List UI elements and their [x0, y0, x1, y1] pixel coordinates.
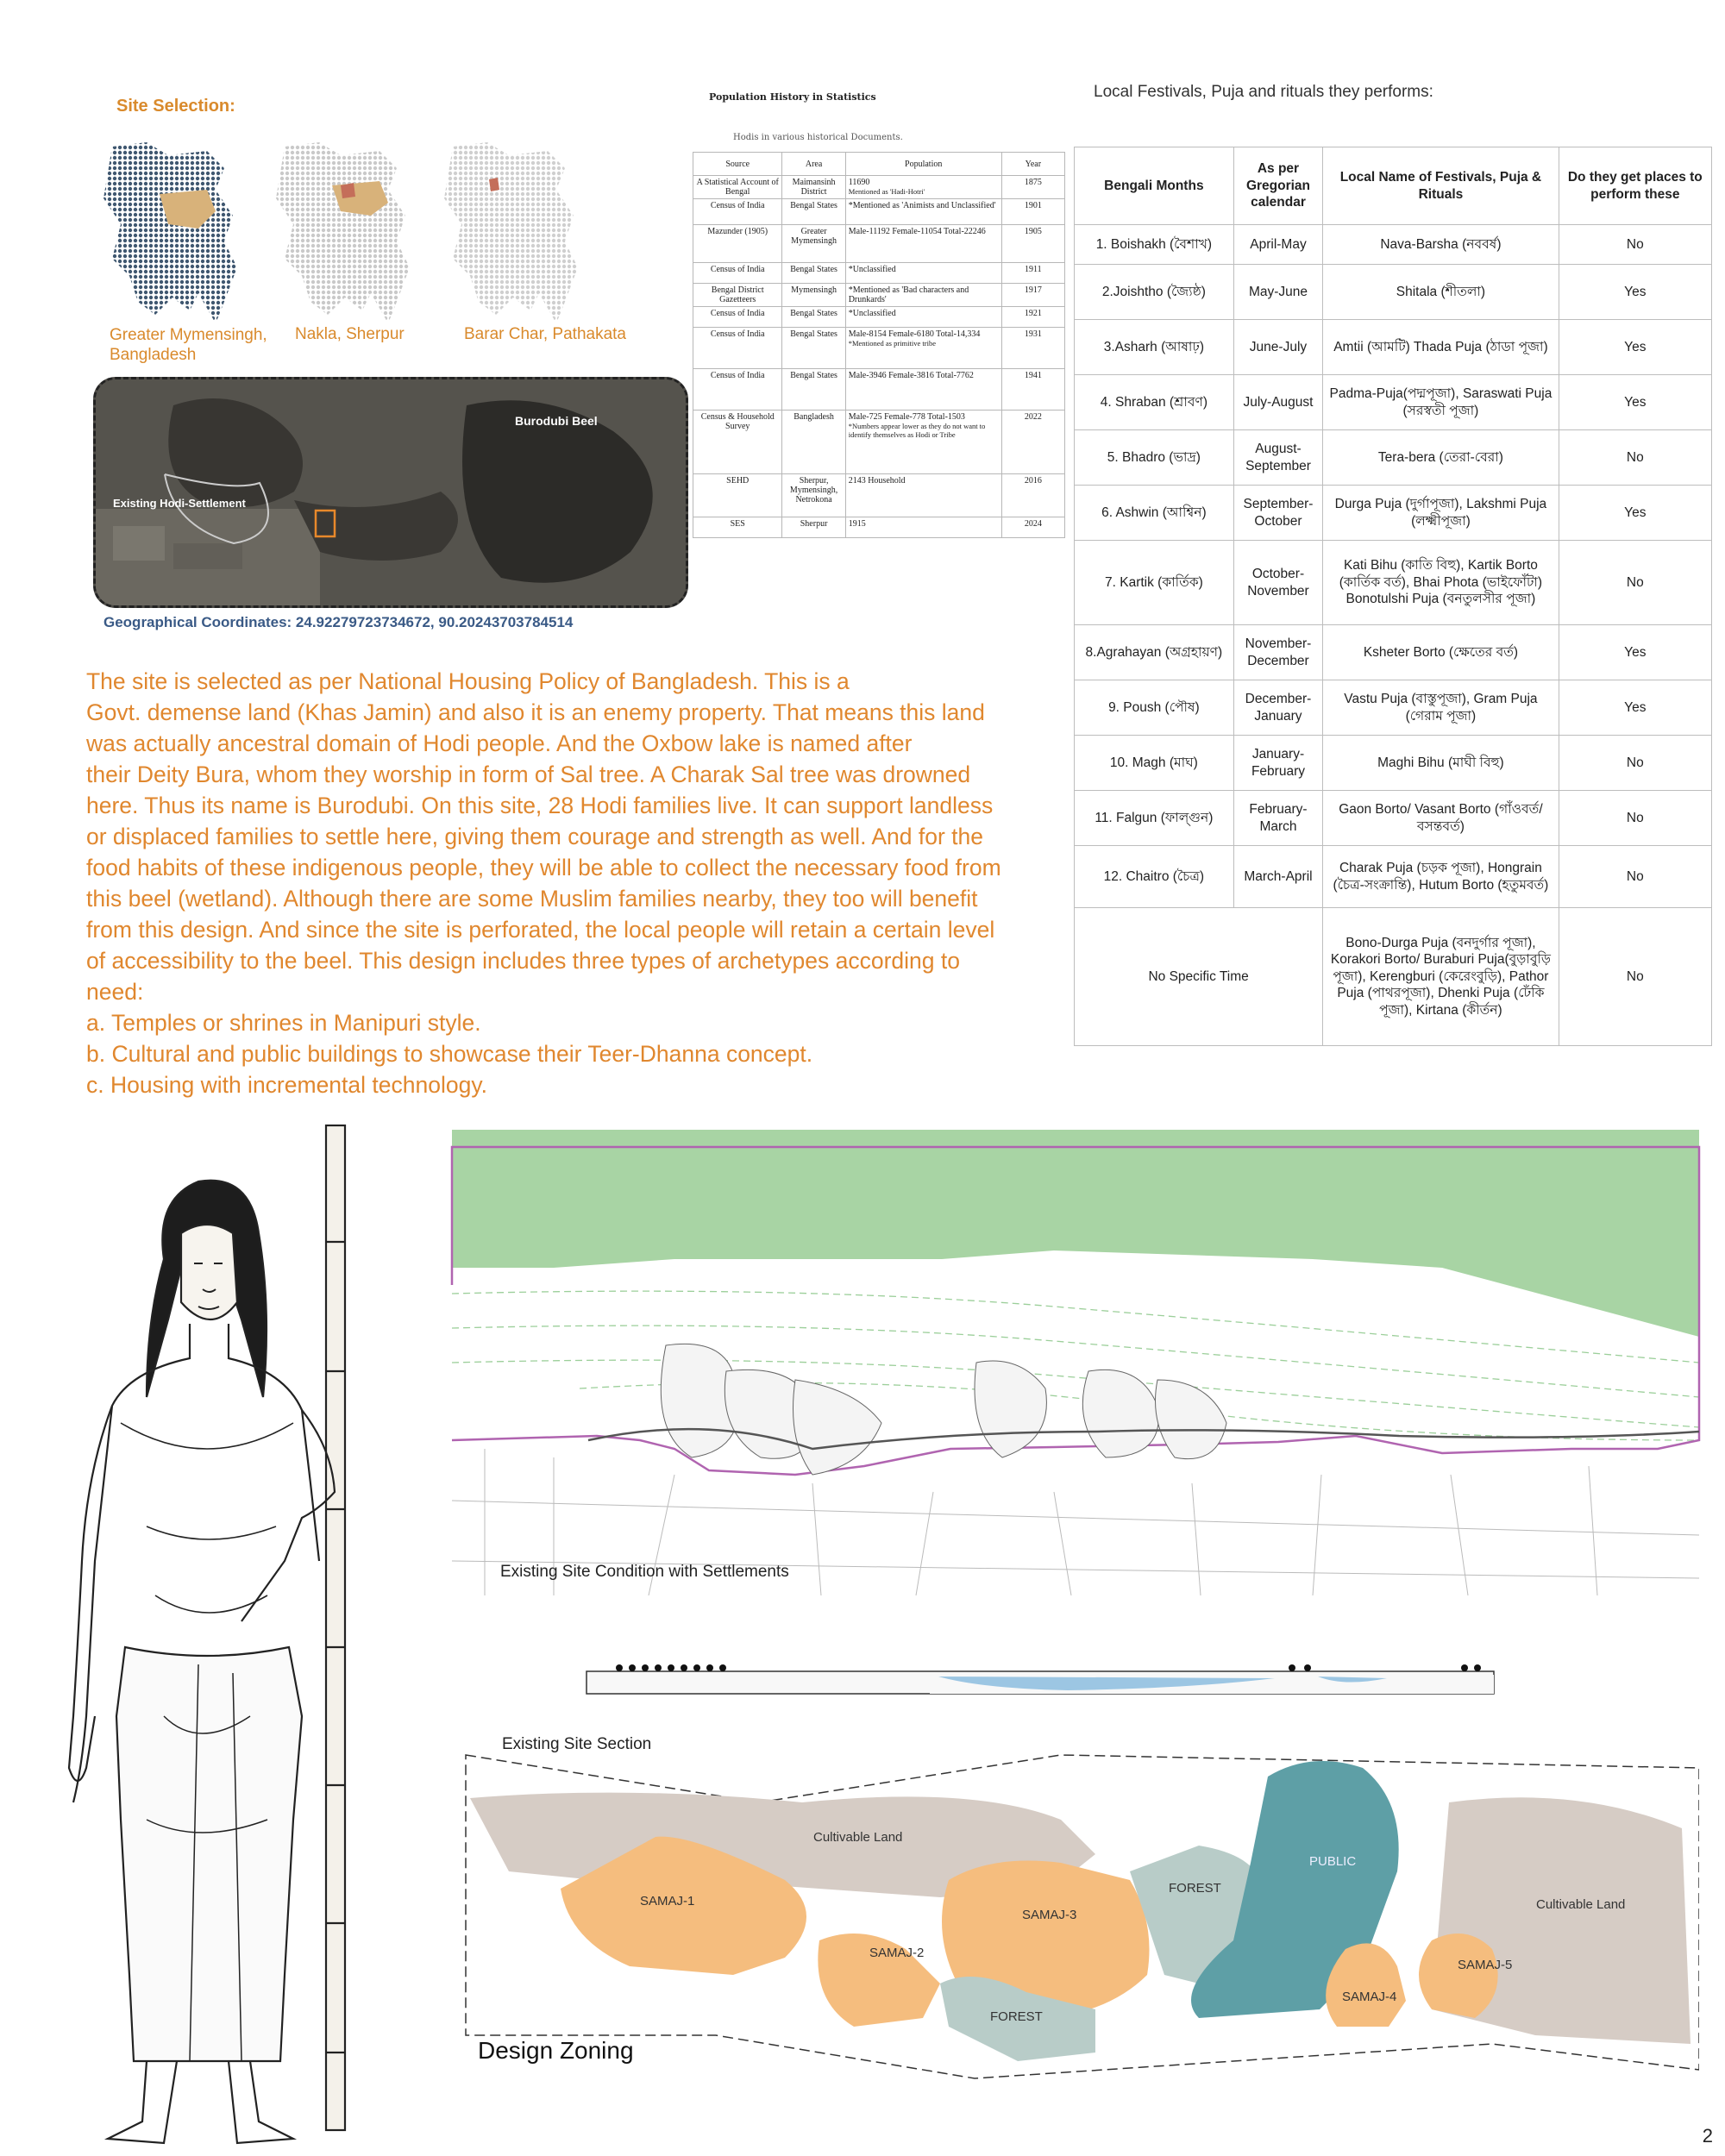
fest-cell-places: Yes [1559, 320, 1711, 375]
festival-row [1075, 375, 1712, 430]
fest-cell-places: Yes [1559, 680, 1711, 736]
fest-cell-greg: June-July [1233, 320, 1322, 375]
site-selection-title: Site Selection: [116, 97, 235, 116]
festival-row [1075, 225, 1712, 265]
festival-row [1075, 265, 1712, 320]
geo-coordinates: Geographical Coordinates: 24.92279723734672, 90.20243703784514 [104, 614, 574, 630]
population-row [693, 263, 1065, 284]
fest-cell-name: Ksheter Borto (ক্ষেতের বর্ত) [1323, 625, 1559, 680]
pop-cell-source-text: A Statistical Account of Bengal [696, 178, 779, 197]
population-header-row [693, 153, 1065, 176]
pop-cell-population [845, 284, 1001, 307]
fest-cell-month: 6. Ashwin (আশ্বিন) [1075, 486, 1234, 541]
pop-cell-source-text: Bengal District Gazetteers [711, 285, 764, 304]
fest-cell-greg: November-December [1233, 625, 1322, 680]
pop-cell-source-text: Census of India [710, 371, 765, 380]
pop-cell-area-text: Greater Mymensingh [791, 227, 837, 246]
zone-label-samaj-5: SAMAJ-5 [1458, 1958, 1513, 1972]
pop-cell-area [782, 263, 845, 284]
pop-cell-area [782, 199, 845, 225]
site-plan-caption: Existing Site Condition with Settlements [500, 1563, 789, 1581]
population-row [693, 474, 1065, 517]
fest-cell-month: 1. Boishakh (বৈশাখ) [1075, 225, 1234, 265]
pop-cell-area [782, 225, 845, 263]
pop-cell-population [845, 369, 1001, 411]
fest-cell-month: 7. Kartik (কার্তিক) [1075, 541, 1234, 625]
zone-samaj-5 [1419, 1934, 1498, 2018]
festival-row [1075, 680, 1712, 736]
fest-cell-places: Yes [1559, 625, 1711, 680]
fest-cell-places: No [1559, 430, 1711, 486]
fest-cell-places: Yes [1559, 265, 1711, 320]
festival-row [1075, 486, 1712, 541]
map-caption-1 [110, 325, 267, 365]
fest-cell-month: 8.Agrahayan (অগ্রহায়ণ) [1075, 625, 1234, 680]
pop-cell-year-text: 1921 [1024, 309, 1042, 318]
fest-header-places: Do they get places to perform these [1559, 147, 1711, 225]
zone-label-samaj-4: SAMAJ-4 [1342, 1990, 1397, 2004]
pop-cell-note: *Mentioned as primitive tribe [848, 339, 936, 348]
population-row [693, 176, 1065, 199]
pop-header-population: Population [845, 153, 1001, 176]
pop-cell-year-text: 2022 [1024, 412, 1042, 422]
population-table [693, 152, 1065, 538]
zone-label-cultivable-left: Cultivable Land [813, 1830, 903, 1845]
fest-cell-greg: September-October [1233, 486, 1322, 541]
fest-cell-month: 9. Poush (পৌষ) [1075, 680, 1234, 736]
pop-cell-population-text: *Mentioned as 'Bad characters and Drunkards' [848, 285, 969, 304]
pop-cell-population-text: Male-3946 Female-3816 Total-7762 [848, 371, 974, 380]
pop-cell-source-text: Census of India [710, 265, 765, 274]
pop-cell-area-text: Sherpur [800, 519, 828, 529]
pop-cell-year-text: 2024 [1024, 519, 1042, 529]
fest-cell-places: No [1559, 908, 1711, 1046]
zone-label-samaj-2: SAMAJ-2 [869, 1946, 925, 1960]
existing-site-section [585, 1656, 1499, 1699]
population-row [693, 199, 1065, 225]
pop-cell-area [782, 411, 845, 474]
fest-header-month: Bengali Months [1075, 147, 1234, 225]
pop-cell-source [693, 369, 782, 411]
fest-cell-month: No Specific Time [1075, 908, 1323, 1046]
pop-cell-year [1001, 199, 1064, 225]
pop-cell-area-text: Maimansinh District [792, 178, 836, 197]
pop-cell-year [1001, 328, 1064, 369]
pop-cell-source-text: SES [730, 519, 745, 529]
para-line: need: [86, 979, 144, 1005]
pop-cell-year [1001, 284, 1064, 307]
zone-label-samaj-1: SAMAJ-1 [640, 1894, 695, 1908]
fest-cell-places: No [1559, 846, 1711, 908]
pop-cell-year-text: 1911 [1025, 265, 1042, 274]
population-row [693, 328, 1065, 369]
para-line: b. Cultural and public buildings to showcase their Teer-Dhanna concept. [86, 1041, 813, 1067]
population-row [693, 307, 1065, 328]
festivals-header-row [1075, 147, 1712, 225]
para-line: a. Temples or shrines in Manipuri style. [86, 1010, 481, 1036]
bamboo-staff [326, 1125, 345, 2130]
fest-cell-name: Bono-Durga Puja (বনদুর্গার পূজা), Korakori Borto/ Buraburi Puja(বুড়াবুড়ি পূজা), Kerengburi (কেরেংবুড়ি), Pathor Puja (পাথরপূজা), Dhenki Puja (ঢেঁকি পূজা), Kirtana (কীর্তন) [1323, 908, 1559, 1046]
population-row [693, 369, 1065, 411]
pop-cell-population-text: 1915 [848, 519, 866, 529]
pop-cell-population [845, 307, 1001, 328]
zone-label-cultivable-right: Cultivable Land [1536, 1897, 1626, 1912]
pop-cell-area [782, 517, 845, 538]
pop-cell-population-text: Male-8154 Female-6180 Total-14,334 [848, 329, 981, 339]
pop-cell-year-text: 1931 [1024, 329, 1042, 339]
map-caption-1-line1: Greater Mymensingh, [110, 326, 267, 344]
pop-cell-source [693, 263, 782, 284]
fest-cell-greg: July-August [1233, 375, 1322, 430]
page-number: 2 [1702, 2125, 1713, 2147]
population-subtitle: Hodis in various historical Documents. [733, 133, 903, 142]
hodi-man-illustration [26, 1112, 388, 2147]
pop-cell-population [845, 176, 1001, 199]
pop-cell-year [1001, 517, 1064, 538]
pop-cell-source-text: Census of India [710, 309, 765, 318]
map-caption-2: Nakla, Sherpur [295, 325, 405, 343]
pop-cell-year [1001, 369, 1064, 411]
para-line: of accessibility to the beel. This design includes three types of archetypes according to [86, 948, 960, 974]
fest-cell-places: No [1559, 541, 1711, 625]
pop-cell-population-text: Male-11192 Female-11054 Total-22246 [848, 227, 986, 236]
pop-cell-area [782, 176, 845, 199]
fest-cell-places: Yes [1559, 375, 1711, 430]
pop-cell-area-text: Sherpur, Mymensingh, Netrokona [789, 476, 838, 505]
para-line: was actually ancestral domain of Hodi people. And the Oxbow lake is named after [86, 730, 913, 756]
fest-cell-month: 11. Falgun (ফাল্গুন) [1075, 791, 1234, 846]
festivals-title: Local Festivals, Puja and rituals they performs: [1094, 83, 1433, 101]
fest-cell-month: 12. Chaitro (চৈত্র) [1075, 846, 1234, 908]
pop-cell-year [1001, 225, 1064, 263]
fest-cell-name: Charak Puja (চড়ক পূজা), Hongrain (চৈত্র-সংক্রান্তি), Hutum Borto (হতুমবর্ত) [1323, 846, 1559, 908]
population-row [693, 517, 1065, 538]
fest-cell-name: Gaon Borto/ Vasant Borto (গাঁওবর্ত/বসন্তবর্ত) [1323, 791, 1559, 846]
festival-row [1075, 791, 1712, 846]
pop-cell-area [782, 369, 845, 411]
fest-cell-name: Shitala (শীতলা) [1323, 265, 1559, 320]
population-row [693, 225, 1065, 263]
pop-cell-year-text: 2016 [1024, 476, 1042, 486]
site-selection-maps [86, 129, 707, 328]
map-caption-3: Barar Char, Pathakata [464, 325, 626, 343]
para-line: from this design. And since the site is perforated, the local people will retain a certain level [86, 917, 995, 943]
pop-cell-area-text: Bengal States [790, 265, 837, 274]
pop-cell-population [845, 263, 1001, 284]
fest-cell-month: 3.Asharh (আষাঢ়) [1075, 320, 1234, 375]
festival-row [1075, 320, 1712, 375]
fest-header-name: Local Name of Festivals, Puja & Rituals [1323, 147, 1559, 225]
site-description [86, 666, 1078, 1100]
bangladesh-map-2 [276, 142, 410, 323]
fest-cell-places: No [1559, 791, 1711, 846]
para-line: here. Thus its name is Burodubi. On this site, 28 Hodi families live. It can support landless [86, 793, 994, 818]
festival-row [1075, 430, 1712, 486]
pop-cell-year [1001, 411, 1064, 474]
pop-cell-year-text: 1905 [1024, 227, 1042, 236]
pop-cell-population [845, 199, 1001, 225]
pop-cell-population-text: 2143 Household [848, 476, 906, 486]
pop-cell-year [1001, 307, 1064, 328]
pop-cell-source [693, 176, 782, 199]
fest-cell-month: 5. Bhadro (ভাদ্র) [1075, 430, 1234, 486]
pop-cell-area [782, 284, 845, 307]
pop-cell-source-text: SEHD [726, 476, 750, 486]
zone-label-public: PUBLIC [1309, 1854, 1357, 1869]
zone-label-forest-1: FOREST [1169, 1881, 1221, 1896]
fest-cell-greg: December-January [1233, 680, 1322, 736]
fest-cell-greg: February-March [1233, 791, 1322, 846]
pop-cell-source [693, 474, 782, 517]
pop-header-source: Source [693, 153, 782, 176]
pop-header-year: Year [1001, 153, 1064, 176]
festivals-table [1074, 147, 1712, 1046]
fest-cell-name: Vastu Puja (বাস্তুপূজা), Gram Puja (গেরাম পূজা) [1323, 680, 1559, 736]
pop-cell-area [782, 328, 845, 369]
pop-cell-note: *Numbers appear lower as they do not want to identify themselves as Hodi or Tribe [848, 422, 986, 439]
bangladesh-map-3 [444, 142, 578, 323]
pop-cell-population-text: 11690 [848, 178, 870, 187]
population-row [693, 411, 1065, 474]
population-title: Population History in Statistics [709, 91, 876, 103]
pop-cell-area [782, 474, 845, 517]
existing-site-plan [450, 1130, 1701, 1595]
fest-cell-places: No [1559, 736, 1711, 791]
pop-cell-year [1001, 176, 1064, 199]
bangladesh-map-1 [104, 142, 237, 323]
pop-cell-area [782, 307, 845, 328]
pop-cell-population [845, 411, 1001, 474]
fest-cell-name: Nava-Barsha (নববর্ষ) [1323, 225, 1559, 265]
pop-cell-area-text: Bengal States [790, 201, 837, 210]
fest-cell-places: No [1559, 225, 1711, 265]
fest-cell-places: Yes [1559, 486, 1711, 541]
pop-cell-population-text: *Unclassified [848, 265, 896, 274]
pop-cell-source [693, 328, 782, 369]
fest-header-greg: As per Gregorian calendar [1233, 147, 1322, 225]
festival-row [1075, 846, 1712, 908]
zone-label-samaj-3: SAMAJ-3 [1022, 1908, 1077, 1922]
para-line: c. Housing with incremental technology. [86, 1072, 487, 1098]
pop-cell-population-text: Male-725 Female-778 Total-1503 [848, 412, 965, 422]
fest-cell-month: 10. Magh (মাঘ) [1075, 736, 1234, 791]
fest-cell-greg: October-November [1233, 541, 1322, 625]
pop-cell-area-text: Bengal States [790, 329, 837, 339]
festival-row [1075, 541, 1712, 625]
festival-row [1075, 908, 1712, 1046]
aerial-photo [93, 377, 688, 608]
pop-cell-source-text: Census & Household Survey [700, 412, 775, 431]
para-line: Govt. demense land (Khas Jamin) and also it is an enemy property. That means this land [86, 699, 985, 725]
fest-cell-month: 2.Joishtho (জ্যৈষ্ঠ) [1075, 265, 1234, 320]
pop-cell-source [693, 517, 782, 538]
pop-cell-population [845, 225, 1001, 263]
site-section-caption: Existing Site Section [502, 1735, 652, 1753]
fest-cell-name: Tera-bera (তেরা-বেরা) [1323, 430, 1559, 486]
festival-row [1075, 625, 1712, 680]
para-line: food habits of these indigenous people, they will be able to collect the necessary food from [86, 855, 1001, 881]
pop-cell-area-text: Bangladesh [794, 412, 834, 422]
pop-cell-source-text: Mazunder (1905) [707, 227, 768, 236]
fest-cell-name: Amtii (আমটি) Thada Puja (ঠাডা পূজা) [1323, 320, 1559, 375]
pop-cell-source [693, 307, 782, 328]
pop-cell-population-text: *Unclassified [848, 309, 896, 318]
settlement-clusters [661, 1344, 1226, 1475]
pop-cell-note: Mentioned as 'Hadi-Hotri' [848, 187, 925, 196]
fest-cell-month: 4. Shraban (শ্রাবণ) [1075, 375, 1234, 430]
pop-cell-year-text: 1875 [1024, 178, 1042, 187]
pop-cell-year-text: 1917 [1024, 285, 1042, 295]
zone-label-forest-2: FOREST [990, 2009, 1043, 2024]
pop-cell-population [845, 328, 1001, 369]
map-caption-1-line2: Bangladesh [110, 346, 197, 364]
para-line: their Deity Bura, whom they worship in form of Sal tree. A Charak Sal tree was drowned [86, 761, 971, 787]
pop-cell-year [1001, 474, 1064, 517]
pop-cell-area-text: Bengal States [790, 371, 837, 380]
pop-cell-source [693, 284, 782, 307]
para-line: The site is selected as per National Housing Policy of Bangladesh. This is a [86, 668, 850, 694]
fest-cell-greg: May-June [1233, 265, 1322, 320]
fest-cell-greg: August-September [1233, 430, 1322, 486]
pop-cell-source [693, 411, 782, 474]
pop-cell-year-text: 1901 [1024, 201, 1042, 210]
pop-cell-year-text: 1941 [1024, 371, 1042, 380]
fest-cell-greg: April-May [1233, 225, 1322, 265]
fest-cell-greg: March-April [1233, 846, 1322, 908]
aerial-label-beel: Burodubi Beel [515, 414, 598, 428]
pop-cell-source-text: Census of India [710, 201, 765, 210]
fest-cell-name: Kati Bihu (কাতি বিহু), Kartik Borto (কার্তিক বর্ত), Bhai Phota (ভাইফোঁটা) Bonotulshi Puja (বনতুলসীর পূজা) [1323, 541, 1559, 625]
festival-row [1075, 736, 1712, 791]
design-zoning-plan [457, 1751, 1699, 2087]
fest-cell-name: Padma-Puja(পদ্মপূজা), Saraswati Puja (সরস্বতী পূজা) [1323, 375, 1559, 430]
pop-cell-population [845, 517, 1001, 538]
fest-cell-greg: January-February [1233, 736, 1322, 791]
pop-cell-population [845, 474, 1001, 517]
pop-cell-population-text: *Mentioned as 'Animists and Unclassified' [848, 201, 996, 210]
pop-cell-area-text: Bengal States [790, 309, 837, 318]
pop-cell-source [693, 225, 782, 263]
design-zoning-title: Design Zoning [478, 2037, 634, 2064]
fest-cell-name: Maghi Bihu (মাঘী বিহু) [1323, 736, 1559, 791]
para-line: this beel (wetland). Although there are some Muslim families nearby, they too will benefit [86, 886, 978, 912]
population-row [693, 284, 1065, 307]
para-line: or displaced families to settle here, giving them courage and strength as well. And for the [86, 824, 983, 849]
pop-header-area: Area [782, 153, 845, 176]
pop-cell-source [693, 199, 782, 225]
pop-cell-year [1001, 263, 1064, 284]
aerial-label-settlement: Existing Hodi-Settlement [113, 497, 246, 510]
green-zone [452, 1130, 1699, 1337]
fest-cell-name: Durga Puja (দুর্গাপূজা), Lakshmi Puja (লক্ষ্মীপূজা) [1323, 486, 1559, 541]
pop-cell-area-text: Mymensingh [791, 285, 837, 295]
pop-cell-source-text: Census of India [710, 329, 765, 339]
